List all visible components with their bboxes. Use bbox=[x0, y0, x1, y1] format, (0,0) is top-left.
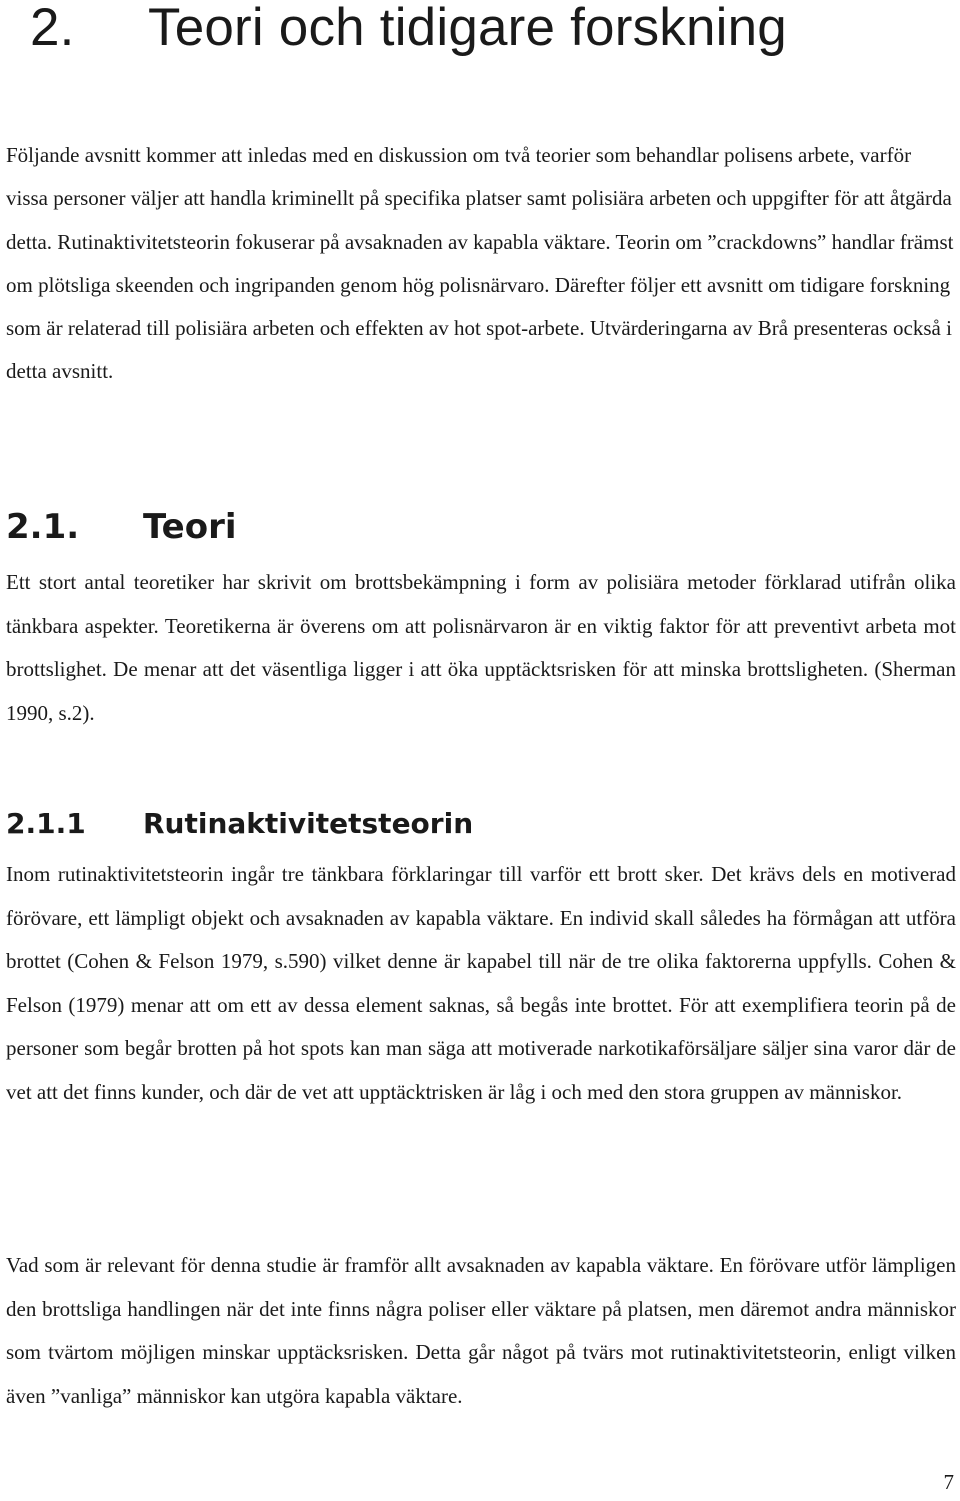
subsection-heading-rutinaktivitetsteorin bbox=[6, 802, 473, 846]
section-title: Teori bbox=[143, 507, 237, 547]
section-heading-teori bbox=[6, 503, 237, 551]
teori-paragraph: Ett stort antal teoretiker har skrivit om brottsbekämpning i form av polisiära metoder förklarad utifrån olika tänkbara aspekter. Teoretikerna är överens om att polisnärvaron är en viktig faktor för att preventivt arbeta mot brottslighet. De menar att det väsentliga ligger i att öka upptäcktsrisken för att minska brottsligheten. (Sherman 1990, s.2). bbox=[6, 570, 956, 725]
rutin-paragraph-1: Inom rutinaktivitetsteorin ingår tre tänkbara förklaringar till varför ett brott sker. Det krävs dels en motiverad förövare, ett lämpligt objekt och avsaknaden av kapabla väktare. En individ skall således ha förmågan att utföra brottet (Cohen & Felson 1979, s.590) vilket denne är kapabel till när de tre olika faktorerna uppfylls. Cohen & Felson (1979) menar att om ett av dessa element saknas, så begås inte brottet. För att exemplifiera teorin på de personer som begår brotten på hot spots kan man säga att motiverade narkotikaförsäljare säljer sina varor där de vet att det finns kunder, och där de vet att upptäcktrisken är låg i och med den stora gruppen av människor. bbox=[6, 862, 956, 1104]
section-number: 2.1. bbox=[6, 507, 80, 547]
rutin-paragraph-2: Vad som är relevant för denna studie är framför allt avsaknaden av kapabla väktare. En förövare utför lämpligen den brottsliga handlingen när det inte finns några poliser eller väktare på platsen, men däremot andra människor som tvärtom möjligen minskar upptäcksrisken. Detta går något på tvärs mot rutinaktivitetsteorin, enligt vilken även ”vanliga” människor kan utgöra kapabla väktare. bbox=[6, 1253, 956, 1409]
page-number: 7 bbox=[943, 1470, 954, 1494]
chapter-heading bbox=[30, 0, 787, 58]
subsection-number: 2.1.1 bbox=[6, 807, 86, 840]
subsection-title: Rutinaktivitetsteorin bbox=[143, 807, 474, 840]
chapter-number: 2. bbox=[30, 0, 75, 57]
intro-paragraph: Följande avsnitt kommer att inledas med en diskussion om två teorier som behandlar polisens arbete, varför vissa personer väljer att handla kriminellt på specifika platser samt polisiära arbeten och uppgifter för att åtgärda detta. Rutinaktivitetsteorin fokuserar på avsaknaden av kapabla väktare. Teorin om ”crackdowns” handlar främst om plötsliga skeenden och ingripanden genom hög polisnärvaro. Därefter följer ett avsnitt om tidigare forskning som är relaterad till polisiära arbeten och effekten av hot spot-arbete. Utvärderingarna av Brå presenteras också i detta avsnitt. bbox=[6, 143, 954, 384]
chapter-title: Teori och tidigare forskning bbox=[148, 0, 787, 57]
